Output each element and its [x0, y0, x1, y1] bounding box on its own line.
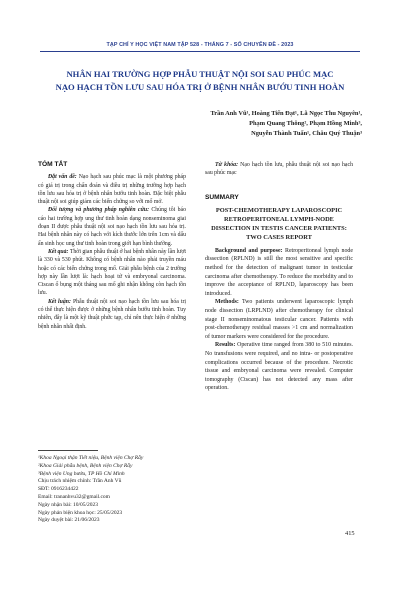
article-title-line-2: NẠO HẠCH TỒN LƯU SAU HÓA TRỊ Ở BỆNH NHÂN BƯỚU TINH HOÀN: [55, 81, 345, 92]
footnote-affiliation-3: ³Bệnh viện Ung bướu, TP Hồ Chí Minh: [38, 470, 125, 477]
author-line-3: Nguyễn Thành Tuấn¹, Châu Quý Thuận³: [251, 130, 362, 137]
header-rule: [40, 51, 360, 52]
text-background-vi: Nạo hạch sau phúc mạc là một phương pháp có giá trị trong chẩn đoán và điều trị những trường hợp hạch tồn lưu sau hóa trị ở bệnh nhân bướu tinh hoàn. Đặc biệt phẫu thuật nội soi giúp giảm các biến chứng so với mổ mở.: [38, 174, 186, 206]
footnote-rule: [38, 450, 98, 451]
abstract-vi-heading: TÓM TẮT: [38, 161, 68, 168]
article-title: [38, 68, 362, 93]
footnote-review-date: Ngày phản biện khoa học: 25/05/2023: [38, 509, 123, 516]
abstract-vi-results: [38, 248, 186, 298]
text-keywords-vi: Nạo hạch tồn lưu, phẫu thuật nội soi nạo hạch sau phúc mạc: [205, 162, 353, 177]
abstract-vietnamese: [38, 161, 186, 331]
text-methods-vi: Chúng tôi báo cáo hai trường hợp ung thư tinh hoàn dạng nonseminoma giai đoạn II được phẫu thuật nội soi nạo hạch tồn lưu sau hóa trị. Hai bệnh nhân này có hạch với kích thước lớn trên 1cm và dấu ấn sinh học ung thư tinh hoàn trong giới hạn bình thường.: [38, 207, 186, 247]
footnote-email[interactable]: Email: trananhvu32@gmail.com: [38, 493, 110, 500]
footnote-received-date: Ngày nhận bài: 10/05/2023: [38, 501, 99, 508]
footnote-affiliation-2: ²Khoa Giải phẫu bệnh, Bệnh viện Chợ Rẫy: [38, 462, 133, 469]
label-background-vi: Đặt vấn đề:: [48, 174, 77, 181]
keywords-vi: [205, 161, 353, 178]
footnote-affiliation-1: ¹Khoa Ngoại thận Tiết niệu, Bệnh viện Chợ Rẫy: [38, 455, 144, 461]
footnotes: [38, 450, 188, 525]
summary-title: POST-CHEMOTHERAPY LAPAROSCOPIC RETROPERITONEAL LYMPH-NODE DISSECTION IN TESTIS CANCER PATIENTS: TWO CASES REPORT: [211, 206, 347, 241]
author-line-2: Phạm Quang Thông², Phạm Hồng Minh³,: [249, 120, 362, 127]
label-results-vi: Kết quả:: [48, 248, 69, 255]
abstract-vi-methods: [38, 206, 186, 247]
text-results-en: Operative time ranged from 380 to 510 minutes. No transfusions were required, and no intra- or postoperative complications occurred because of the procedure. Necrotic tissue and embryonal carcinoma were revealed. Computer tomography (Ctscan) has not detected any mass after operation.: [205, 342, 353, 392]
abstract-vi-background: [38, 173, 186, 206]
label-conclusion-vi: Kết luận:: [48, 298, 71, 305]
text-methods-en: Two patients underwent laparoscopic lymph node dissection (LRPLND) after chemotherapy for clinical stage II nonseminomatous testicular cancer. Patients with post-chemotherapy residual masses >1 cm and normalization of tumor markers were considered for the procedure.: [205, 299, 353, 340]
label-methods-vi: Đối tượng và phương pháp nghiên cứu:: [48, 207, 150, 214]
summary-results: [205, 341, 353, 393]
label-keywords-vi: Từ khóa:: [215, 162, 239, 168]
abstract-vi-conclusion: [38, 298, 186, 331]
summary-body: [205, 247, 353, 393]
footnote-phone: SĐT: 0916234422: [38, 486, 79, 493]
page-number: 415: [345, 530, 355, 537]
summary-methods: [205, 298, 353, 341]
label-methods-en: Methods:: [215, 299, 239, 306]
label-background-en: Background and purpose:: [215, 247, 283, 254]
abstract-english: [205, 161, 353, 393]
author-list: [150, 109, 362, 139]
summary-background: [205, 247, 353, 299]
text-background-en: Retroperitoneal lymph node dissection (RPLND) is still the most sensitive and specific method for the detection of malignant tumor in testicular carcinoma after chemotherapy. To reduce the morbidity and to improve the acceptance of RPLND, laparoscopy has been introduced.: [205, 247, 353, 297]
summary-heading: SUMMARY: [205, 193, 239, 201]
label-results-en: Results:: [215, 342, 236, 349]
text-results-vi: Thời gian phẫu thuật ở hai bệnh nhân này lần lượt là 330 và 530 phút. Không có bệnh nhân nào phải truyền máu hoặc có các biến chứng trong mổ. Giải phẫu bệnh của 2 trường hợp này lần lượt là: hạch hoại tử và embryonal carcinoma. Ctscan ổ bụng một tháng sau mổ ghi nhận không còn hạch tồn lưu.: [38, 248, 186, 297]
author-line-1: Trần Anh Vũ¹, Hoàng Tiến Đạt¹, Lã Ngọc Thu Nguyên¹,: [210, 110, 362, 117]
journal-header: TẠP CHÍ Y HỌC VIỆT NAM TẬP 528 - THÁNG 7 - SỐ CHUYÊN ĐỀ - 2023: [106, 42, 294, 48]
footnote-accepted-date: Ngày duyệt bài: 21/06/2023: [38, 517, 100, 524]
text-conclusion-vi: Phẫu thuật nội soi nạo hạch tồn lưu sau hóa trị có thể thực hiện được ở những bệnh nhân bướu tinh hoàn. Tuy nhiên, đây là một kỹ thuật phức tạp, chỉ nên thực hiện ở những bệnh nhân nhất định.: [38, 298, 187, 330]
footnote-corresponding-author: Chịu trách nhiệm chính: Trần Anh Vũ: [38, 478, 122, 485]
article-title-line-1: NHÂN HAI TRƯỜNG HỢP PHẪU THUẬT NỘI SOI SAU PHÚC MẠC: [66, 69, 334, 79]
